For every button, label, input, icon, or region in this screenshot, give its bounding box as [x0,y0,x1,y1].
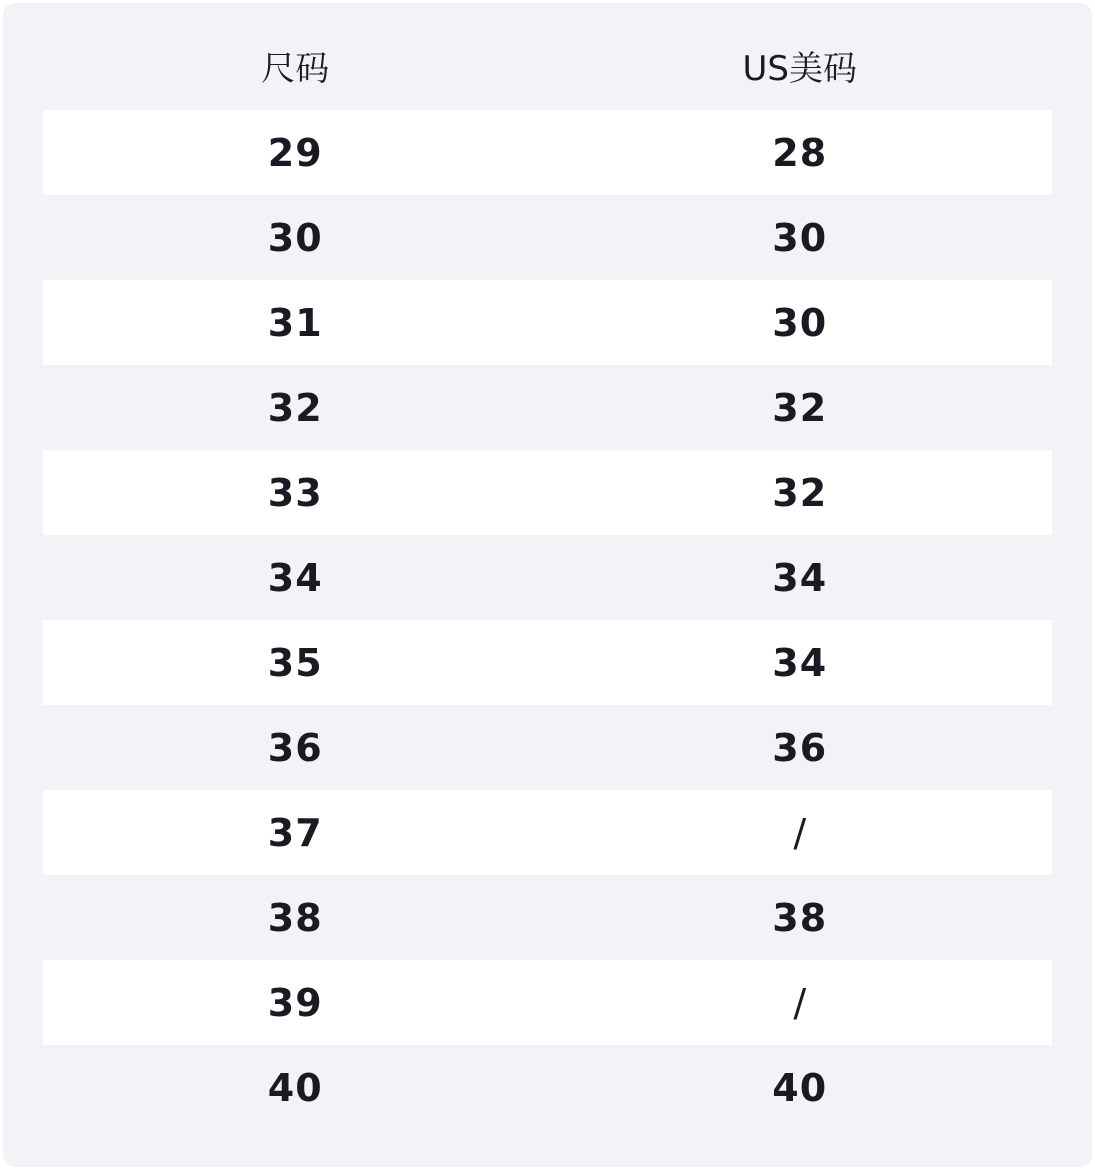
size-cell: 35 [267,640,323,685]
us-size-cell: 38 [772,895,828,940]
size-cell: 40 [267,1065,323,1110]
table-row [43,620,1052,705]
table-row [43,535,1052,620]
us-size-cell: 28 [772,130,828,175]
table-header [3,3,1092,110]
us-size-cell: / [793,980,807,1025]
table-row [43,875,1052,960]
us-size-cell: 40 [772,1065,828,1110]
table-row [43,450,1052,535]
table-row [43,365,1052,450]
us-size-cell: 30 [772,300,828,345]
us-size-cell: 30 [772,215,828,260]
table-row [43,195,1052,280]
column-header-size: 尺码 [261,49,330,89]
us-size-cell: / [793,810,807,855]
table-row [43,110,1052,195]
size-cell: 32 [267,385,323,430]
table-row [43,705,1052,790]
table-row [43,790,1052,875]
size-cell: 36 [267,725,323,770]
size-cell: 34 [267,555,323,600]
column-header-us-size: US美码 [742,49,857,89]
us-size-cell: 34 [772,640,828,685]
size-chart-panel [3,3,1092,1167]
size-cell: 31 [267,300,323,345]
table-row [43,280,1052,365]
us-size-cell: 34 [772,555,828,600]
table-row [43,1045,1052,1130]
table-row [43,960,1052,1045]
size-cell: 38 [267,895,323,940]
us-size-cell: 32 [772,470,828,515]
table-body [3,110,1092,1130]
size-cell: 39 [267,980,323,1025]
us-size-cell: 32 [772,385,828,430]
us-size-cell: 36 [772,725,828,770]
size-cell: 37 [267,810,323,855]
size-cell: 30 [267,215,323,260]
size-cell: 33 [267,470,323,515]
size-cell: 29 [267,130,323,175]
